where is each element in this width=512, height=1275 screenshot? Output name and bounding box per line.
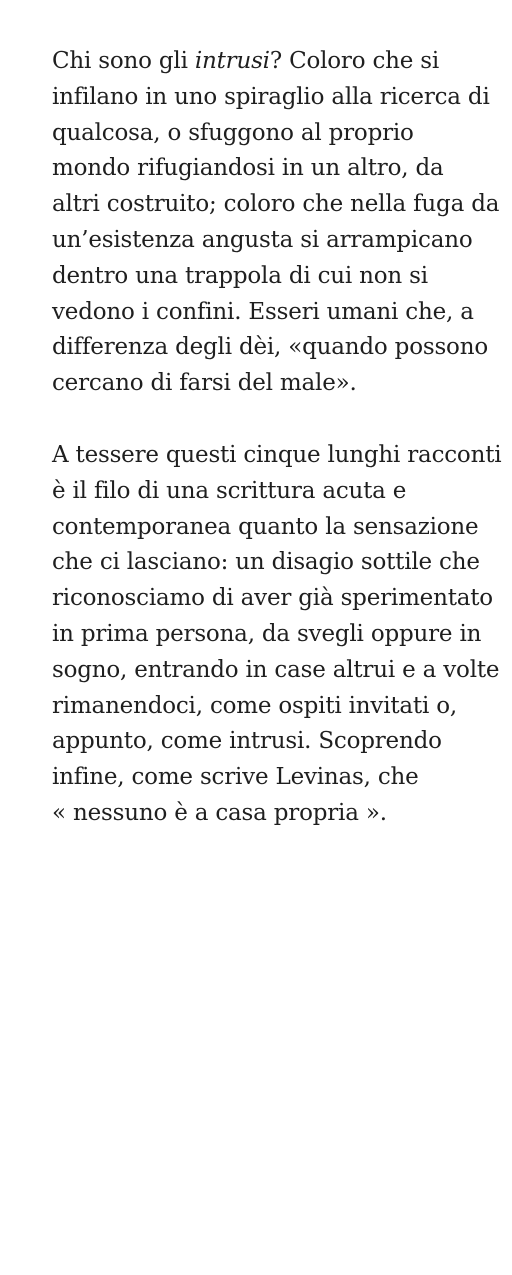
text-segment: in prima persona, da svegli oppure in [52, 620, 482, 647]
text-line [52, 187, 502, 223]
text-line [52, 796, 502, 832]
text-line [52, 223, 502, 259]
paragraph-1 [52, 44, 502, 402]
text-segment: che ci lasciano: un disagio sottile che [52, 549, 480, 576]
text-line [52, 760, 502, 796]
text-segment: differenza degli dèi, «quando possono [52, 334, 488, 361]
text-segment: ? Coloro che si [269, 48, 440, 74]
text-segment: cercano di farsi del male». [52, 370, 357, 397]
text-segment: altri costruito; coloro che nella fuga da [52, 191, 500, 218]
text-line [52, 44, 502, 80]
text-line [52, 366, 502, 402]
text-line [52, 689, 502, 725]
italic-text-segment: intrusi [194, 48, 270, 74]
text-line [52, 116, 502, 152]
text-segment: riconosciamo di aver già sperimentato [52, 585, 493, 612]
text-segment: un’esistenza angusta si arrampicano [52, 226, 473, 253]
text-line [52, 510, 502, 546]
text-line [52, 438, 502, 474]
paragraph-2 [52, 438, 502, 832]
text-line [52, 474, 502, 510]
text-line [52, 617, 502, 653]
text-line [52, 295, 502, 331]
text-line [52, 545, 502, 581]
text-segment: infine, come scrive Levinas, che [52, 764, 419, 791]
text-line [52, 259, 502, 295]
text-segment: appunto, come intrusi. Scoprendo [52, 728, 442, 755]
text-segment: qualcosa, o sfuggono al proprio [52, 119, 414, 146]
text-segment: mondo rifugiandosi in un altro, da [52, 155, 444, 182]
text-segment: rimanendoci, come ospiti invitati o, [52, 692, 457, 719]
text-segment: A tessere questi cinque lunghi racconti [52, 441, 502, 468]
text-segment: è il filo di una scrittura acuta e [52, 477, 407, 504]
text-segment: infilano in uno spiraglio alla ricerca di [52, 83, 490, 110]
blurb-text [52, 44, 502, 832]
text-segment: sogno, entrando in case altrui e a volte [52, 656, 500, 683]
text-line [52, 80, 502, 116]
text-segment: « nessuno è a casa propria ». [52, 799, 387, 826]
text-segment: dentro una trappola di cui non si [52, 262, 428, 289]
text-segment: contemporanea quanto la sensazione [52, 513, 479, 540]
text-segment: Chi sono gli [52, 48, 195, 74]
text-line [52, 151, 502, 187]
text-line [52, 724, 502, 760]
text-line [52, 330, 502, 366]
text-line [52, 581, 502, 617]
text-segment: vedono i confini. Esseri umani che, a [52, 298, 474, 325]
text-line [52, 653, 502, 689]
